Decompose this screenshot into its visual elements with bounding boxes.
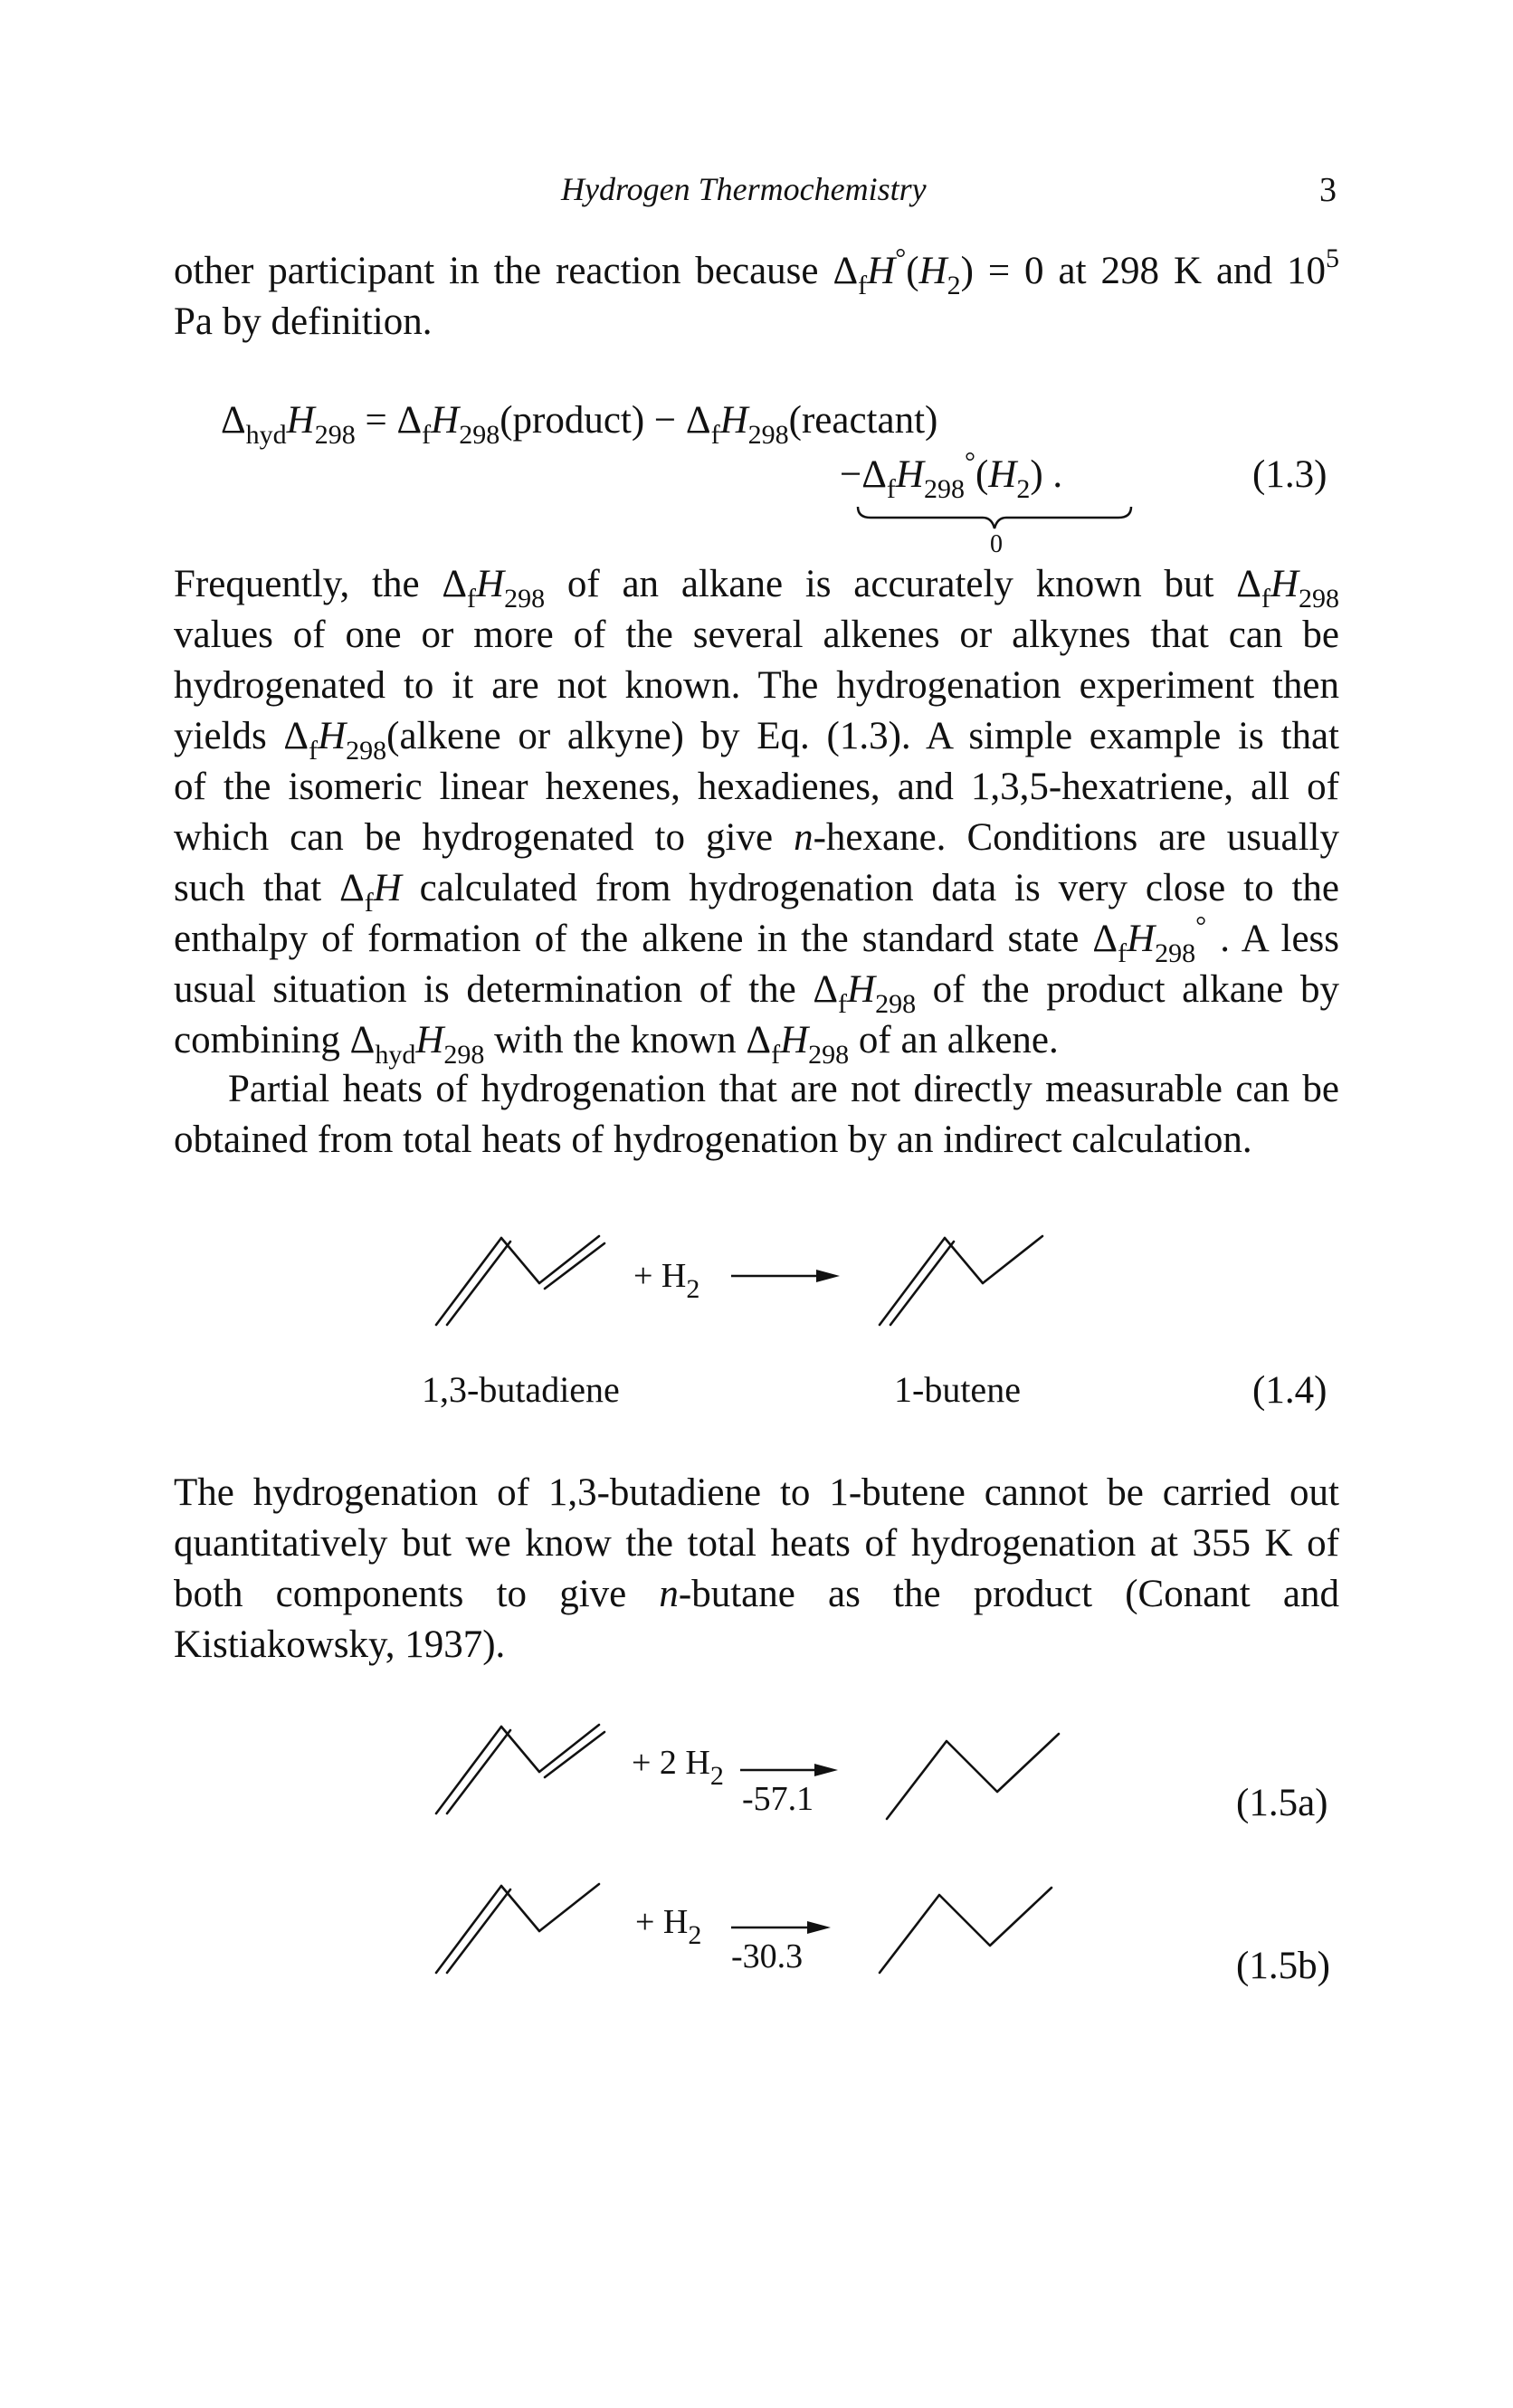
butadiene-structure-icon — [433, 1719, 614, 1819]
italic-n: n — [659, 1573, 679, 1615]
degree-symbol: ° — [964, 447, 975, 477]
running-header-title: Hydrogen Thermochemistry — [561, 171, 927, 207]
text-run: usual situation is determination of the Δ — [174, 968, 838, 1011]
paragraph-2-line-3: hydrogenated to it are not known. The hydrogenation experiment then — [174, 664, 1339, 707]
enthalpy-symbol: H — [286, 399, 315, 442]
enthalpy-symbol: H — [431, 399, 460, 442]
text-run: enthalpy of formation of the alkene in the standard state Δ — [174, 918, 1118, 960]
text-run: which can be hydrogenated to give — [174, 816, 795, 859]
subscript: 2 — [686, 1274, 700, 1304]
enthalpy-symbol: H — [867, 250, 896, 292]
text-run: ( — [975, 453, 989, 496]
subscript: 298 — [459, 420, 500, 450]
paragraph-2-line-6 — [174, 813, 1339, 863]
enthalpy-symbol: H — [780, 1019, 809, 1061]
subscript: f — [858, 271, 868, 300]
subscript: 2 — [947, 271, 961, 300]
paragraph-1-line-2: Pa by definition. — [174, 300, 433, 343]
1-butene-structure-icon — [433, 1879, 614, 1978]
paragraph-2-line-7 — [174, 863, 1339, 918]
enthalpy-symbol: H — [719, 399, 748, 442]
paragraph-2 — [174, 559, 1339, 1070]
reaction-arrow-icon — [731, 1267, 842, 1285]
1-butene-structure-icon — [876, 1231, 1048, 1330]
reagent-h2-label — [635, 1902, 702, 1950]
text-run: . A less — [1206, 918, 1339, 960]
subscript: 298 — [1155, 938, 1196, 968]
paragraph-4-line-1: The hydrogenation of 1,3-butadiene to 1-butene cannot be carried out — [174, 1471, 1339, 1514]
equation-1-5b-number: (1.5b) — [1236, 1945, 1330, 1987]
enthalpy-symbol: H — [318, 715, 347, 757]
text-run: = Δ — [355, 399, 423, 442]
paragraph-4-line-2: quantitatively but we know the total heats of hydrogenation at 355 K of — [174, 1522, 1339, 1565]
enthalpy-symbol: H — [1270, 563, 1299, 605]
paragraph-1-line-1 — [174, 243, 1339, 300]
text-run: (reactant) — [788, 399, 938, 442]
subscript: 2 — [688, 1920, 702, 1950]
text-run: such that Δ — [174, 867, 365, 909]
superscript: 5 — [1326, 243, 1339, 273]
subscript: f — [467, 584, 477, 614]
text-run: −Δ — [840, 453, 887, 496]
enthalpy-symbol: H — [373, 867, 402, 909]
degree-symbol: ° — [895, 243, 907, 273]
subscript: f — [771, 1040, 781, 1070]
enthalpy-symbol: H — [847, 968, 876, 1011]
subscript: f — [309, 736, 319, 766]
subscript: hyd — [245, 420, 287, 450]
enthalpy-symbol: H — [415, 1019, 444, 1061]
text-run: of an alkane is accurately known but Δ — [545, 563, 1261, 605]
equation-1-3-line-1 — [221, 398, 938, 450]
enthalpy-symbol: H — [476, 563, 505, 605]
underbrace-icon — [856, 505, 1133, 532]
text-run: + H — [635, 1903, 689, 1941]
subscript: 298 — [1298, 584, 1339, 614]
text-run: ( — [906, 250, 919, 292]
1-butene-label: 1-butene — [894, 1369, 1021, 1410]
subscript: 298 — [747, 420, 789, 450]
text-run: -butane as the product (Conant and — [678, 1573, 1339, 1615]
subscript: f — [1261, 584, 1270, 614]
text-run: of an alkene. — [849, 1019, 1059, 1061]
text-run: + 2 H — [632, 1744, 710, 1782]
hydrogen-symbol: H — [918, 250, 947, 292]
underbrace-zero: 0 — [990, 530, 1003, 558]
reagent-h2-label — [633, 1256, 700, 1304]
italic-n: n — [794, 816, 814, 859]
text-run: combining Δ — [174, 1019, 376, 1061]
subscript: f — [838, 989, 847, 1019]
paragraph-2-line-5: of the isomeric linear hexenes, hexadienes, and 1,3,5-hexatriene, all of — [174, 766, 1339, 808]
text-run: + H — [633, 1257, 687, 1295]
subscript: 298 — [808, 1040, 850, 1070]
reaction-arrow-icon — [731, 1918, 833, 1937]
paragraph-3 — [174, 1064, 1339, 1166]
paragraph-4 — [174, 1468, 1339, 1670]
subscript: 2 — [1016, 474, 1031, 504]
equation-1-5a-number: (1.5a) — [1236, 1782, 1328, 1824]
subscript: 298 — [875, 989, 917, 1019]
subscript: 298 — [314, 420, 356, 450]
butadiene-structure-icon — [433, 1231, 614, 1330]
text-run: -hexane. Conditions are usually — [813, 816, 1339, 859]
text-run: calculated from hydrogenation data is very close to the — [401, 867, 1339, 909]
delta-symbol: Δ — [221, 399, 246, 442]
page-number: 3 — [1319, 171, 1337, 209]
paragraph-2-line-2: values of one or more of the several alkenes or alkynes that can be — [174, 614, 1339, 656]
reagent-2h2-label — [632, 1743, 724, 1791]
delta-symbol: Δ — [833, 250, 859, 292]
degree-symbol: ° — [1195, 911, 1207, 941]
text-run: both components to give — [174, 1573, 660, 1615]
text-run: of the product alkane by — [916, 968, 1339, 1011]
subscript: 298 — [504, 584, 546, 614]
subscript: 298 — [923, 474, 965, 504]
subscript: f — [710, 420, 720, 450]
subscript: f — [1118, 938, 1128, 968]
text-run: (product) − Δ — [500, 399, 711, 442]
n-butane-structure-icon — [883, 1728, 1064, 1824]
enthalpy-symbol: H — [895, 453, 924, 496]
subscript: 2 — [709, 1761, 724, 1791]
equation-1-3-number: (1.3) — [1252, 453, 1327, 496]
equation-1-3-line-2 — [840, 447, 1063, 504]
text-run: ) . — [1030, 453, 1063, 496]
butadiene-label: 1,3-butadiene — [422, 1369, 620, 1410]
subscript: f — [886, 474, 896, 504]
text-run: ) = 0 at 298 K and 10 — [960, 250, 1326, 292]
paragraph-2-line-8 — [174, 911, 1339, 968]
text-run: other participant in the reaction because — [174, 250, 833, 292]
text-run: with the known Δ — [484, 1019, 772, 1061]
paragraph-3-line-2: obtained from total heats of hydrogenation by an indirect calculation. — [174, 1118, 1252, 1161]
paragraph-4-line-4: Kistiakowsky, 1937). — [174, 1623, 506, 1666]
paragraph-2-line-10 — [174, 1015, 1339, 1070]
enthalpy-symbol: H — [1127, 918, 1156, 960]
equation-1-4-number: (1.4) — [1252, 1369, 1327, 1412]
text-run: (alkene or alkyne) by Eq. (1.3). A simple example is that — [386, 715, 1339, 757]
enthalpy-value-1-5b: -30.3 — [731, 1937, 804, 1975]
enthalpy-value-1-5a: -57.1 — [742, 1780, 814, 1818]
reaction-arrow-icon — [740, 1761, 840, 1779]
paragraph-2-line-1 — [174, 559, 1339, 614]
subscript: f — [364, 888, 374, 918]
subscript: f — [422, 420, 432, 450]
subscript: 298 — [346, 736, 387, 766]
n-butane-structure-icon — [876, 1882, 1057, 1978]
text-run: yields Δ — [174, 715, 309, 757]
text-run: Frequently, the Δ — [174, 563, 468, 605]
hydrogen-symbol: H — [988, 453, 1017, 496]
paragraph-2-line-9 — [174, 965, 1339, 1019]
subscript: hyd — [375, 1040, 416, 1070]
subscript: 298 — [443, 1040, 485, 1070]
paragraph-1 — [174, 243, 1339, 347]
paragraph-2-line-4 — [174, 711, 1339, 766]
paragraph-3-line-1: Partial heats of hydrogenation that are not directly measurable can be — [228, 1068, 1339, 1110]
paragraph-4-line-3 — [174, 1569, 1339, 1620]
